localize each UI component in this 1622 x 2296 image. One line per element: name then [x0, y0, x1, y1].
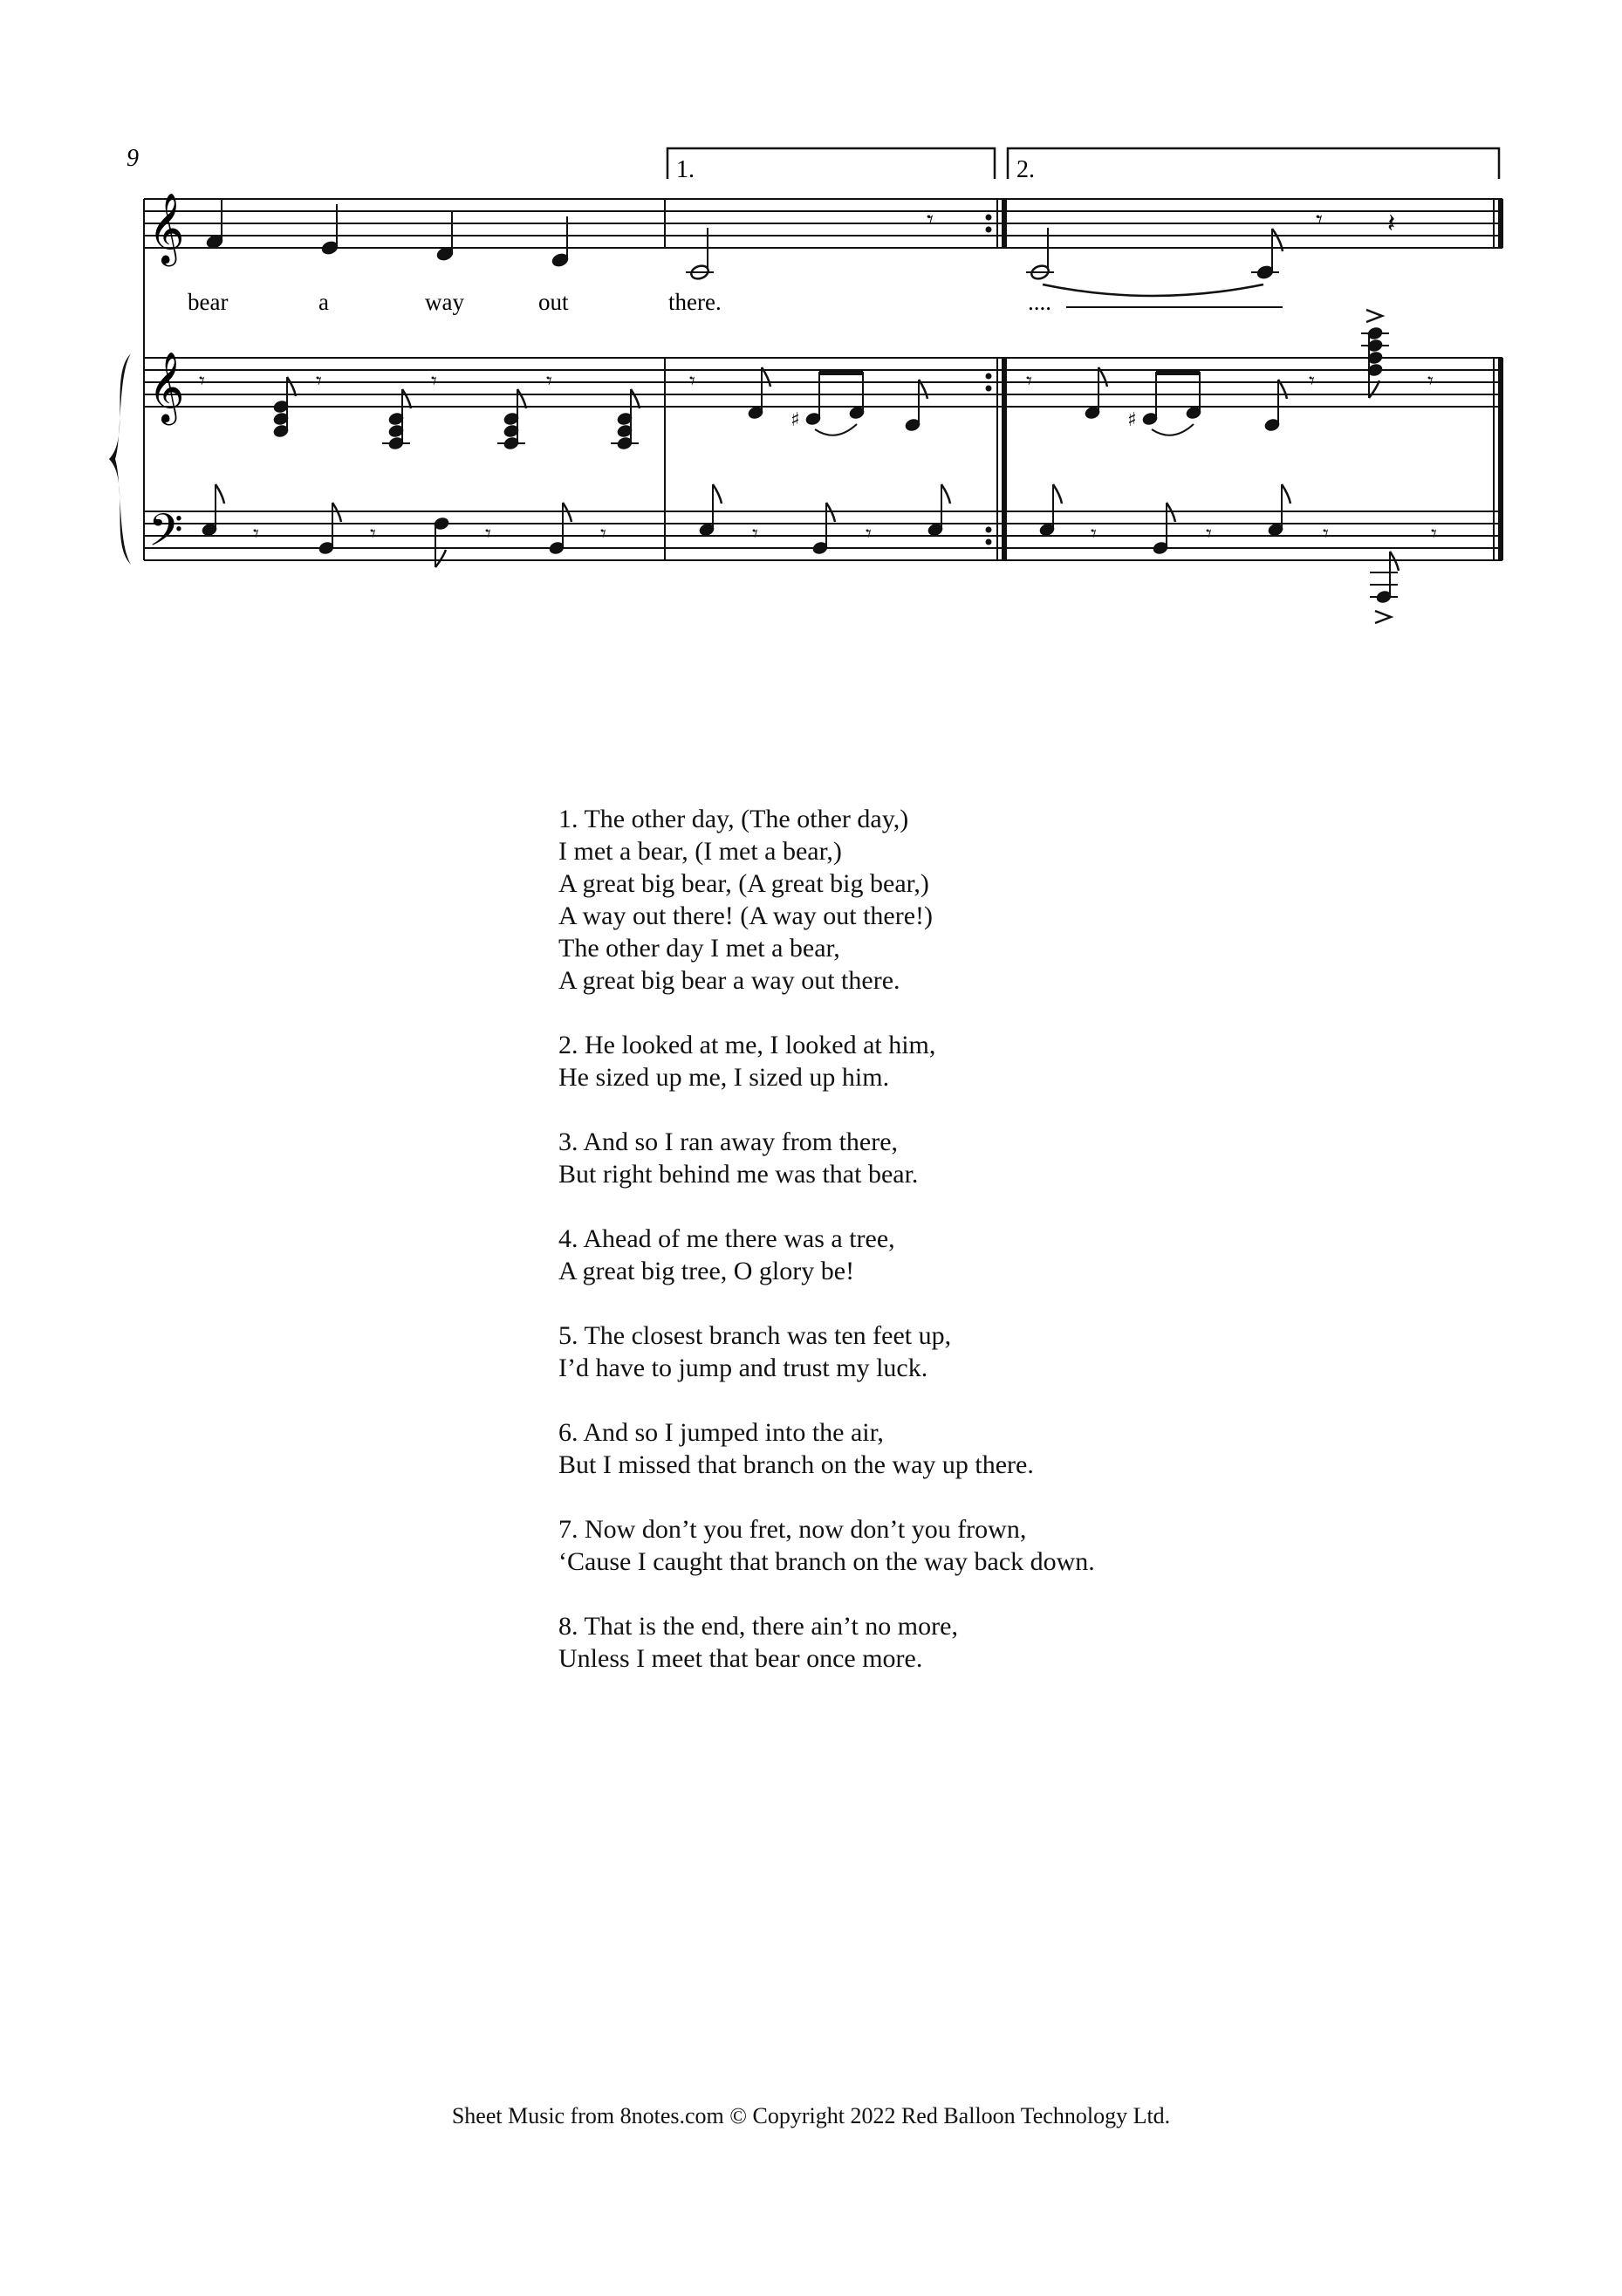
svg-text:𝄾: 𝄾	[1323, 521, 1329, 547]
verse-line: 3. And so I ran away from there,	[558, 1127, 899, 1156]
verse-line: 1. The other day, (The other day,)	[558, 805, 909, 833]
svg-text:♯: ♯	[1127, 409, 1137, 431]
lyric-syllable: a	[318, 289, 329, 315]
verse-line: 5. The closest branch was ten feet up,	[558, 1321, 952, 1350]
volta-bracket-1	[667, 148, 995, 183]
verse-line: 8. That is the end, there ain’t no more,	[558, 1612, 958, 1641]
svg-text:𝄾: 𝄾	[600, 521, 606, 547]
verse-line: The other day I met a bear,	[558, 934, 840, 963]
verse-line: A great big tree, O glory be!	[558, 1257, 855, 1285]
svg-text:𝄾: 𝄾	[1427, 368, 1434, 394]
piano-treble-notes	[199, 310, 1434, 450]
verse-8	[558, 1610, 1344, 1675]
verse-3	[558, 1126, 1344, 1190]
svg-text:𝄽: 𝄽	[1387, 209, 1396, 239]
verse-1	[558, 803, 1344, 997]
verse-line: A great big bear, (A great big bear,)	[558, 869, 929, 898]
treble-clef-icon: 𝄞	[148, 351, 185, 422]
lyric-syllable: bear	[188, 289, 229, 315]
accent-mark-icon	[1366, 310, 1382, 322]
piano-bass-staff	[144, 511, 1502, 560]
copyright-footer: Sheet Music from 8notes.com © Copyright 2022 Red Balloon Technology Ltd.	[451, 2103, 1171, 2128]
svg-text:𝄾: 𝄾	[689, 368, 695, 394]
piano-brace	[109, 353, 131, 565]
bass-clef-icon: 𝄢	[148, 504, 183, 567]
verse-line: He sized up me, I sized up him.	[558, 1063, 890, 1092]
lyric-syllable: there.	[668, 289, 722, 315]
svg-text:𝄾: 𝄾	[866, 521, 872, 547]
verse-line: A great big bear a way out there.	[558, 966, 900, 995]
svg-text:𝄾: 𝄾	[316, 368, 322, 394]
barlines	[665, 199, 1501, 560]
svg-text:𝄾: 𝄾	[752, 521, 758, 547]
verse-7	[558, 1513, 1344, 1578]
song-lyrics	[558, 803, 1344, 1707]
repeat-dots	[986, 215, 992, 545]
accent-mark-icon	[1375, 611, 1391, 623]
verse-5	[558, 1319, 1344, 1384]
svg-text:𝄾: 𝄾	[199, 368, 205, 394]
verse-line: 4. Ahead of me there was a tree,	[558, 1224, 895, 1253]
svg-text:𝄾: 𝄾	[431, 368, 437, 394]
svg-text:𝄾: 𝄾	[546, 368, 552, 394]
volta-1-label: 1.	[676, 156, 695, 183]
svg-text:𝄾: 𝄾	[370, 521, 376, 547]
lyric-syllable: way	[425, 289, 464, 315]
volta-bracket-2	[1008, 148, 1499, 183]
svg-text:𝄾: 𝄾	[927, 205, 934, 236]
svg-text:𝄾: 𝄾	[253, 521, 259, 547]
sheet-music-score	[0, 0, 1622, 663]
svg-text:𝄾: 𝄾	[485, 521, 491, 547]
vocal-lyrics	[188, 289, 1283, 315]
measure-number: 9	[127, 145, 139, 172]
lyric-continuation: ....	[1028, 289, 1051, 315]
svg-text:𝄾: 𝄾	[1026, 368, 1032, 394]
svg-text:♯: ♯	[790, 409, 800, 431]
verse-4	[558, 1223, 1344, 1287]
treble-clef-icon: 𝄞	[148, 192, 185, 264]
svg-text:𝄾: 𝄾	[1431, 521, 1437, 547]
verse-line: I met a bear, (I met a bear,)	[558, 837, 842, 866]
verse-line: But I missed that branch on the way up there.	[558, 1450, 1034, 1479]
svg-text:𝄾: 𝄾	[1316, 205, 1323, 236]
verse-line: 2. He looked at me, I looked at him,	[558, 1031, 936, 1059]
vocal-staff	[144, 199, 1502, 248]
lyric-syllable: out	[538, 289, 569, 315]
verse-2	[558, 1029, 1344, 1093]
verse-line: I’d have to jump and trust my luck.	[558, 1354, 928, 1382]
verse-line: A way out there! (A way out there!)	[558, 901, 934, 930]
verse-line: 7. Now don’t you fret, now don’t you frown,	[558, 1515, 1027, 1544]
verse-line: ‘Cause I caught that branch on the way back down.	[558, 1547, 1095, 1576]
verse-6	[558, 1416, 1344, 1481]
verse-line: 6. And so I jumped into the air,	[558, 1418, 884, 1447]
piano-treble-staff	[144, 358, 1502, 407]
svg-text:𝄾: 𝄾	[1309, 368, 1315, 394]
verse-line: But right behind me was that bear.	[558, 1160, 919, 1189]
volta-2-label: 2.	[1016, 156, 1035, 183]
svg-text:𝄾: 𝄾	[1091, 521, 1097, 547]
piano-bass-notes	[201, 484, 1437, 623]
svg-text:𝄾: 𝄾	[1206, 521, 1212, 547]
verse-line: Unless I meet that bear once more.	[558, 1644, 923, 1673]
